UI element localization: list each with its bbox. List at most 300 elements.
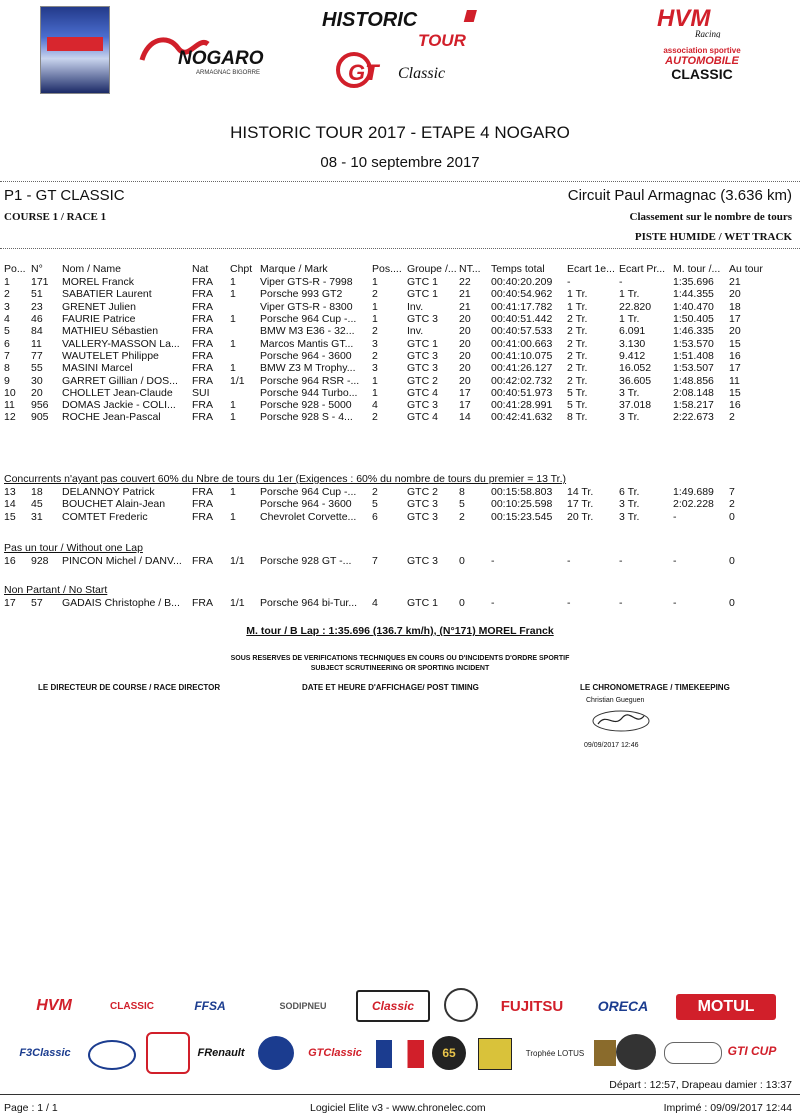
cell-gap-first: 2 Tr. bbox=[567, 325, 588, 338]
best-lap: M. tour / B Lap : 1:35.696 (136.7 km/h), (N°171) MOREL Franck bbox=[246, 625, 554, 637]
sponsor-circle-icon bbox=[444, 988, 478, 1022]
column-header-nat: Nat bbox=[192, 263, 209, 275]
cell-number: 55 bbox=[31, 362, 43, 375]
cell-pos: 17 bbox=[4, 597, 16, 610]
cell-name: MATHIEU Sébastien bbox=[62, 325, 159, 338]
cell-chpt: 1/1 bbox=[230, 374, 245, 387]
cell-class-pos: 3 bbox=[372, 362, 378, 375]
cell-number: 45 bbox=[31, 498, 43, 511]
cell-class-pos: 1 bbox=[372, 374, 378, 387]
sponsor-frenault: FRenault bbox=[197, 1047, 245, 1059]
cell-pos: 13 bbox=[4, 486, 16, 499]
results-table bbox=[4, 262, 779, 424]
cell-gap-first: 20 Tr. bbox=[567, 510, 594, 523]
cell-laps: 17 bbox=[459, 399, 471, 412]
footer-divider bbox=[0, 1094, 800, 1095]
gt-text: GT bbox=[348, 60, 379, 85]
cell-best-lap: - bbox=[673, 510, 677, 523]
cell-group: Inv. bbox=[407, 325, 424, 338]
cell-chpt bbox=[230, 301, 260, 313]
cell-mark: Porsche 964 RSR -... bbox=[260, 374, 360, 387]
cell-laps: 20 bbox=[459, 362, 471, 375]
cell-total-time: 00:41:00.663 bbox=[491, 337, 553, 350]
cell-nat: FRA bbox=[192, 349, 213, 362]
nogaro-sub: ARMAGNAC BIGORRE bbox=[196, 70, 261, 76]
cell-laps: 17 bbox=[459, 386, 471, 399]
software-label: Logiciel Elite v3 - www.chronelec.com bbox=[310, 1102, 486, 1114]
post-timing-label: DATE ET HEURE D'AFFICHAGE/ POST TIMING bbox=[302, 683, 479, 692]
cell-name: GARRET Gillian / DOS... bbox=[62, 374, 178, 387]
cell-at-lap: 18 bbox=[729, 300, 741, 313]
cell-mark: Viper GTS-R - 8300 bbox=[260, 300, 353, 313]
cell-total-time: 00:40:54.962 bbox=[491, 288, 553, 301]
cell-pos: 5 bbox=[4, 325, 10, 338]
cell-number: 23 bbox=[31, 300, 43, 313]
cell-gap-prev: 37.018 bbox=[619, 399, 652, 412]
cell-chpt: 1 bbox=[230, 486, 236, 499]
cell-nat: FRA bbox=[192, 288, 213, 301]
cell-nat: FRA bbox=[192, 374, 213, 387]
cell-gap-prev: 3 Tr. bbox=[619, 510, 640, 523]
cell-gap-first: 2 Tr. bbox=[567, 349, 588, 362]
cell-nat: FRA bbox=[192, 597, 213, 610]
cell-total-time: 00:41:26.127 bbox=[491, 362, 553, 375]
cell-at-lap: 16 bbox=[729, 399, 741, 412]
cell-group: GTC 4 bbox=[407, 411, 438, 424]
cell-class-pos: 2 bbox=[372, 325, 378, 338]
sponsor-flag-icon bbox=[376, 1040, 424, 1068]
cell-total-time: 00:10:25.598 bbox=[491, 498, 553, 511]
cell-nat: FRA bbox=[192, 411, 213, 424]
cell-class-pos: 1 bbox=[372, 313, 378, 326]
page-number: Page : 1 / 1 bbox=[4, 1102, 58, 1114]
cell-best-lap: 1:53.570 bbox=[673, 337, 714, 350]
cell-laps: 20 bbox=[459, 374, 471, 387]
cell-total-time: 00:40:20.209 bbox=[491, 276, 553, 289]
cell-gap-prev: 36.605 bbox=[619, 374, 652, 387]
asac-logo bbox=[660, 46, 744, 86]
track-label: PISTE HUMIDE / WET TRACK bbox=[634, 231, 792, 243]
cell-group: GTC 3 bbox=[407, 362, 438, 375]
cell-gap-prev: - bbox=[619, 276, 623, 289]
cell-best-lap: 1:50.405 bbox=[673, 313, 714, 326]
cell-gap-first: 2 Tr. bbox=[567, 313, 588, 326]
event-dates: 08 - 10 septembre 2017 bbox=[320, 154, 480, 171]
cell-number: 46 bbox=[31, 313, 43, 326]
cell-number: 84 bbox=[31, 325, 43, 338]
sponsor-pill-icon bbox=[664, 1042, 722, 1064]
column-header-class-pos: Pos.... bbox=[372, 263, 402, 275]
cell-best-lap: 1:51.408 bbox=[673, 349, 714, 362]
cell-class-pos: 1 bbox=[372, 386, 378, 399]
cell-total-time: 00:42:41.632 bbox=[491, 411, 553, 424]
cell-mark: Porsche 964 Cup -... bbox=[260, 313, 357, 326]
sponsor-gtclassic: GTClassic bbox=[308, 1047, 362, 1059]
cell-group: GTC 3 bbox=[407, 349, 438, 362]
category-label: P1 - GT CLASSIC bbox=[4, 187, 125, 204]
sponsor-square-icon bbox=[478, 1038, 512, 1070]
cell-gap-first: 1 Tr. bbox=[567, 288, 588, 301]
section-60-percent: Concurrents n'ayant pas couvert 60% du Nbre de tours du 1er (Exigences : 60% du nombre de tours du premier = 13 Tr.) bbox=[4, 473, 567, 485]
cell-gap-prev: 3 Tr. bbox=[619, 411, 640, 424]
start-finish-times: Départ : 12:57, Drapeau damier : 13:37 bbox=[609, 1079, 792, 1091]
cell-name: GRENET Julien bbox=[62, 300, 136, 313]
classic-text: Classic bbox=[398, 65, 446, 82]
cell-total-time: 00:15:58.803 bbox=[491, 486, 553, 499]
signature-image bbox=[590, 708, 652, 734]
table-row bbox=[4, 411, 779, 423]
cell-chpt: 1 bbox=[230, 276, 236, 289]
column-header-group: Groupe /... bbox=[407, 263, 457, 275]
sponsor-trophy-icon bbox=[146, 1032, 190, 1074]
cell-total-time: 00:40:51.973 bbox=[491, 386, 553, 399]
cell-gap-first: 2 Tr. bbox=[567, 337, 588, 350]
circuit-label: Circuit Paul Armagnac (3.636 km) bbox=[567, 187, 792, 204]
cell-number: 51 bbox=[31, 288, 43, 301]
sponsor-f3classic: F3Classic bbox=[19, 1047, 71, 1059]
cell-laps: 14 bbox=[459, 411, 471, 424]
asac-line1: association sportive bbox=[663, 46, 741, 55]
cell-laps: 5 bbox=[459, 498, 465, 511]
cell-gap-prev: 1 Tr. bbox=[619, 313, 640, 326]
cell-chpt: 1 bbox=[230, 411, 236, 424]
cell-number: 18 bbox=[31, 486, 43, 499]
section-no-start: Non Partant / No Start bbox=[4, 584, 108, 596]
cell-best-lap: - bbox=[673, 555, 677, 568]
column-header-mark: Marque / Mark bbox=[260, 263, 328, 275]
cell-group: GTC 2 bbox=[407, 486, 438, 499]
results-table-nolap bbox=[4, 555, 779, 567]
cell-laps: 22 bbox=[459, 276, 471, 289]
cell-group: GTC 3 bbox=[407, 399, 438, 412]
sponsor-oreca: ORECA bbox=[597, 998, 649, 1014]
cell-laps: 0 bbox=[459, 597, 465, 610]
table-row bbox=[4, 362, 779, 374]
cell-mark: BMW Z3 M Trophy... bbox=[260, 362, 356, 375]
cell-pos: 1 bbox=[4, 276, 10, 289]
cell-total-time: 00:15:23.545 bbox=[491, 510, 553, 523]
cell-pos: 14 bbox=[4, 498, 16, 511]
table-row bbox=[4, 374, 779, 386]
cell-group: GTC 3 bbox=[407, 510, 438, 523]
cell-group: GTC 2 bbox=[407, 374, 438, 387]
cell-best-lap: 1:35.696 bbox=[673, 276, 714, 289]
table-row bbox=[4, 555, 779, 567]
cell-pos: 3 bbox=[4, 300, 10, 313]
cell-mark: Porsche 944 Turbo... bbox=[260, 386, 358, 399]
cell-name: ROCHE Jean-Pascal bbox=[62, 411, 161, 424]
sponsor-lotus: Trophée LOTUS bbox=[525, 1048, 585, 1058]
table-row bbox=[4, 301, 779, 313]
cell-total-time: 00:41:10.075 bbox=[491, 349, 553, 362]
column-header-chpt: Chpt bbox=[230, 263, 253, 275]
cell-class-pos: 2 bbox=[372, 349, 378, 362]
cell-class-pos: 1 bbox=[372, 276, 378, 289]
sponsor-motul: MOTUL bbox=[676, 994, 776, 1020]
cell-nat: FRA bbox=[192, 300, 213, 313]
cell-group: GTC 3 bbox=[407, 498, 438, 511]
cell-best-lap: 2:08.148 bbox=[673, 386, 714, 399]
cell-nat: SUI bbox=[192, 386, 210, 399]
cell-pos: 16 bbox=[4, 555, 16, 568]
cell-gap-first: - bbox=[567, 555, 571, 568]
results-table-60 bbox=[4, 486, 779, 523]
cell-gap-prev: - bbox=[619, 597, 623, 610]
sponsor-gticup: GTI CUP bbox=[727, 1044, 777, 1058]
table-row bbox=[4, 350, 779, 362]
cell-mark: Porsche 964 bi-Tur... bbox=[260, 597, 358, 610]
cell-nat: FRA bbox=[192, 498, 213, 511]
cell-chpt: 1 bbox=[230, 510, 236, 523]
cell-mark: Porsche 964 Cup -... bbox=[260, 486, 357, 499]
cell-pos: 7 bbox=[4, 349, 10, 362]
cell-number: 905 bbox=[31, 411, 49, 424]
cell-total-time: - bbox=[491, 597, 495, 610]
cell-name: VALLERY-MASSON La... bbox=[62, 337, 180, 350]
cell-number: 956 bbox=[31, 399, 49, 412]
cell-name: BOUCHET Alain-Jean bbox=[62, 498, 166, 511]
sponsor-classic: CLASSIC bbox=[110, 1000, 154, 1012]
cell-class-pos: 4 bbox=[372, 399, 378, 412]
cell-number: 30 bbox=[31, 374, 43, 387]
cell-group: GTC 1 bbox=[407, 337, 438, 350]
cell-gap-prev: 6 Tr. bbox=[619, 486, 640, 499]
event-poster-image bbox=[40, 6, 110, 94]
cell-chpt bbox=[230, 350, 260, 362]
cell-best-lap: 1:49.689 bbox=[673, 486, 714, 499]
cell-class-pos: 7 bbox=[372, 555, 378, 568]
cell-mark: Chevrolet Corvette... bbox=[260, 510, 357, 523]
timekeeping-label: LE CHRONOMETRAGE / TIMEKEEPING bbox=[580, 683, 730, 692]
hvm-racing-logo bbox=[655, 4, 743, 38]
sponsor-crest-icon bbox=[594, 1040, 616, 1066]
column-header-pos: Po... bbox=[4, 263, 26, 275]
cell-name: MASINI Marcel bbox=[62, 362, 133, 375]
cell-mark: Porsche 964 - 3600 bbox=[260, 498, 352, 511]
table-row bbox=[4, 337, 779, 349]
cell-laps: 21 bbox=[459, 300, 471, 313]
signed-timestamp: 09/09/2017 12:46 bbox=[584, 742, 639, 749]
cell-mark: Porsche 928 S - 4... bbox=[260, 411, 353, 424]
cell-group: GTC 4 bbox=[407, 386, 438, 399]
nogaro-text: NOGARO bbox=[178, 48, 264, 69]
cell-at-lap: 2 bbox=[729, 411, 735, 424]
cell-pos: 8 bbox=[4, 362, 10, 375]
cell-number: 31 bbox=[31, 510, 43, 523]
cell-mark: Viper GTS-R - 7998 bbox=[260, 276, 353, 289]
cell-name: FAURIE Patrice bbox=[62, 313, 136, 326]
cell-laps: 20 bbox=[459, 313, 471, 326]
cell-gap-first: 17 Tr. bbox=[567, 498, 594, 511]
cell-group: GTC 1 bbox=[407, 597, 438, 610]
cell-gap-prev: 3 Tr. bbox=[619, 498, 640, 511]
cell-class-pos: 4 bbox=[372, 597, 378, 610]
historic-tour-logo bbox=[318, 6, 483, 50]
tour-text: TOUR bbox=[418, 31, 466, 50]
cell-at-lap: 21 bbox=[729, 276, 741, 289]
cell-gap-first: - bbox=[567, 276, 571, 289]
cell-at-lap: 15 bbox=[729, 386, 741, 399]
cell-at-lap: 17 bbox=[729, 313, 741, 326]
cell-total-time: 00:41:17.782 bbox=[491, 300, 553, 313]
cell-class-pos: 2 bbox=[372, 486, 378, 499]
cell-gap-prev: 9.412 bbox=[619, 349, 646, 362]
sponsor-round-icon bbox=[616, 1034, 656, 1070]
cell-at-lap: 0 bbox=[729, 510, 735, 523]
cell-gap-first: 5 Tr. bbox=[567, 399, 588, 412]
cell-name: SABATIER Laurent bbox=[62, 288, 152, 301]
cell-class-pos: 2 bbox=[372, 411, 378, 424]
cell-nat: FRA bbox=[192, 362, 213, 375]
table-row bbox=[4, 511, 779, 523]
divider bbox=[0, 181, 800, 182]
sponsor-classic-badge: Classic bbox=[356, 990, 430, 1022]
sponsor-ffsa: FFSA bbox=[194, 999, 226, 1013]
cell-name: WAUTELET Philippe bbox=[62, 349, 159, 362]
column-header-total-time: Temps total bbox=[491, 263, 545, 275]
cell-chpt bbox=[230, 325, 260, 337]
divider bbox=[0, 248, 800, 249]
cell-pos: 10 bbox=[4, 386, 16, 399]
cell-name: DOMAS Jackie - COLI... bbox=[62, 399, 176, 412]
cell-gap-first: 1 Tr. bbox=[567, 300, 588, 313]
table-row bbox=[4, 597, 779, 609]
cell-gap-prev: 1 Tr. bbox=[619, 288, 640, 301]
cell-mark: Marcos Mantis GT... bbox=[260, 337, 354, 350]
column-header-gap-prev: Ecart Pr... bbox=[619, 263, 666, 275]
cell-nat: FRA bbox=[192, 555, 213, 568]
cell-name: CHOLLET Jean-Claude bbox=[62, 386, 173, 399]
cell-pos: 12 bbox=[4, 411, 16, 424]
cell-laps: 0 bbox=[459, 555, 465, 568]
cell-group: GTC 3 bbox=[407, 555, 438, 568]
hvm-text: HVM bbox=[657, 5, 711, 32]
cell-group: GTC 3 bbox=[407, 313, 438, 326]
sponsor-cup-icon bbox=[258, 1036, 294, 1070]
cell-mark: Porsche 964 - 3600 bbox=[260, 349, 352, 362]
cell-name: PINCON Michel / DANV... bbox=[62, 555, 182, 568]
cell-at-lap: 0 bbox=[729, 597, 735, 610]
cell-nat: FRA bbox=[192, 276, 213, 289]
sponsor-hvm: HVM bbox=[36, 997, 72, 1014]
cell-nat: FRA bbox=[192, 399, 213, 412]
cell-chpt: 1 bbox=[230, 362, 236, 375]
cell-at-lap: 11 bbox=[729, 374, 740, 387]
cell-class-pos: 3 bbox=[372, 337, 378, 350]
cell-mark: BMW M3 E36 - 32... bbox=[260, 325, 355, 338]
gt-classic-logo bbox=[336, 50, 466, 90]
cell-group: Inv. bbox=[407, 300, 424, 313]
cell-at-lap: 2 bbox=[729, 498, 735, 511]
cell-mark: Porsche 928 - 5000 bbox=[260, 399, 352, 412]
column-header-at-lap: Au tour bbox=[729, 263, 763, 275]
results-table-nostart bbox=[4, 597, 779, 609]
cell-at-lap: 7 bbox=[729, 486, 735, 499]
cell-at-lap: 20 bbox=[729, 325, 741, 338]
cell-mark: Porsche 928 GT -... bbox=[260, 555, 352, 568]
cell-chpt: 1 bbox=[230, 337, 236, 350]
cell-gap-prev: 16.052 bbox=[619, 362, 652, 375]
cell-best-lap: 1:58.217 bbox=[673, 399, 714, 412]
cell-best-lap: 2:02.228 bbox=[673, 498, 714, 511]
cell-pos: 11 bbox=[4, 399, 15, 412]
table-row bbox=[4, 399, 779, 411]
classement-label: Classement sur le nombre de tours bbox=[629, 211, 792, 223]
cell-at-lap: 15 bbox=[729, 337, 741, 350]
cell-at-lap: 17 bbox=[729, 362, 741, 375]
cell-number: 20 bbox=[31, 386, 43, 399]
sponsor-65-badge: 65 bbox=[432, 1036, 466, 1070]
cell-number: 57 bbox=[31, 597, 43, 610]
cell-chpt: 1/1 bbox=[230, 597, 245, 610]
cell-gap-first: 8 Tr. bbox=[567, 411, 588, 424]
cell-laps: 2 bbox=[459, 510, 465, 523]
race-director-label: LE DIRECTEUR DE COURSE / RACE DIRECTOR bbox=[38, 683, 221, 692]
cell-gap-first: - bbox=[567, 597, 571, 610]
cell-laps: 8 bbox=[459, 486, 465, 499]
cell-best-lap: 1:46.335 bbox=[673, 325, 714, 338]
cell-nat: FRA bbox=[192, 337, 213, 350]
cell-total-time: 00:40:51.442 bbox=[491, 313, 553, 326]
cell-gap-first: 5 Tr. bbox=[567, 386, 588, 399]
cell-gap-prev: 6.091 bbox=[619, 325, 646, 338]
cell-name: MOREL Franck bbox=[62, 276, 134, 289]
cell-chpt: 1 bbox=[230, 288, 236, 301]
cell-laps: 20 bbox=[459, 325, 471, 338]
cell-nat: FRA bbox=[192, 510, 213, 523]
column-header-gap-first: Ecart 1e... bbox=[567, 263, 615, 275]
cell-pos: 4 bbox=[4, 313, 10, 326]
printed-label: Imprimé : 09/09/2017 12:44 bbox=[663, 1102, 792, 1114]
cell-pos: 15 bbox=[4, 510, 16, 523]
cell-laps: 21 bbox=[459, 288, 471, 301]
cell-mark: Porsche 993 GT2 bbox=[260, 288, 343, 301]
table-header-row bbox=[4, 262, 779, 276]
sponsor-oval-icon bbox=[88, 1040, 136, 1070]
table-row bbox=[4, 313, 779, 325]
cell-chpt: 1 bbox=[230, 313, 236, 326]
cell-class-pos: 1 bbox=[372, 300, 378, 313]
cell-best-lap: 1:53.507 bbox=[673, 362, 714, 375]
cell-class-pos: 5 bbox=[372, 498, 378, 511]
column-header-laps: NT... bbox=[459, 263, 481, 275]
cell-pos: 6 bbox=[4, 337, 10, 350]
table-row bbox=[4, 486, 779, 498]
cell-best-lap: - bbox=[673, 597, 677, 610]
asac-line2: AUTOMOBILE bbox=[665, 55, 739, 67]
cell-total-time: 00:41:28.991 bbox=[491, 399, 553, 412]
cell-pos: 9 bbox=[4, 374, 10, 387]
section-no-lap: Pas un tour / Without one Lap bbox=[4, 542, 143, 554]
cell-best-lap: 1:44.355 bbox=[673, 288, 714, 301]
table-row bbox=[4, 288, 779, 300]
reserves-en: SUBJECT SCRUTINEERING OR SPORTING INCIDENT bbox=[310, 665, 490, 672]
table-row bbox=[4, 387, 779, 399]
cell-gap-first: 2 Tr. bbox=[567, 374, 588, 387]
column-header-name: Nom / Name bbox=[62, 263, 121, 275]
table-row bbox=[4, 276, 779, 288]
timekeeper-name: Christian Gueguen bbox=[586, 697, 645, 704]
cell-nat: FRA bbox=[192, 325, 213, 338]
cell-number: 11 bbox=[31, 337, 42, 350]
cell-name: GADAIS Christophe / B... bbox=[62, 597, 180, 610]
cell-name: DELANNOY Patrick bbox=[62, 486, 155, 499]
cell-gap-prev: - bbox=[619, 555, 623, 568]
cell-best-lap: 1:48.856 bbox=[673, 374, 714, 387]
cell-gap-first: 2 Tr. bbox=[567, 362, 588, 375]
cell-total-time: 00:42:02.732 bbox=[491, 374, 553, 387]
cell-pos: 2 bbox=[4, 288, 10, 301]
